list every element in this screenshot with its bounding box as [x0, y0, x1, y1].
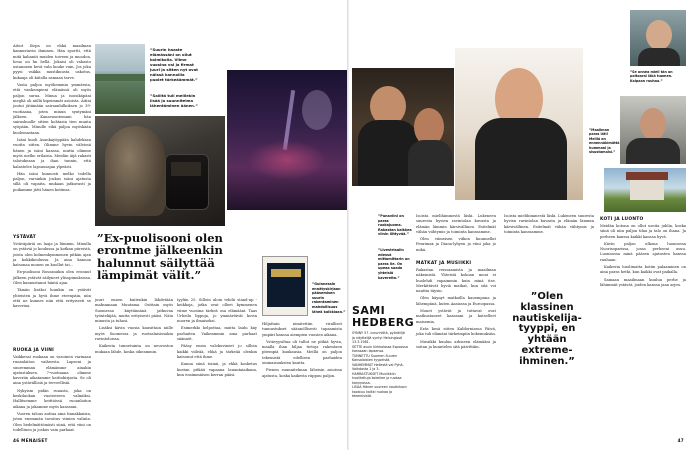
- paragraph: Vuoren talous auttaa aina tinnakkaisin, joten enemmän tavoitus viinien valinta. Olen hedelmättömästi siinä, että viini on todellinen ja joskus vain parhaat.: [13, 411, 91, 432]
- paragraph: Hiljattain nimitettiin viralliset tunnustukset säännöllisesti tapaamista ympäri kanssa aiempien vuosien aikana.: [262, 322, 342, 337]
- caption-stage: ”Livestriaalin edessä mittamittarin on paras ile. On upeaa saada yhteisiä kavereita.”: [378, 248, 410, 280]
- left-col3-text: [177, 298, 257, 438]
- page-number-left: 46 MENAISET: [13, 438, 48, 443]
- portrait-top-right: [630, 10, 686, 66]
- left-col1-lower2: [13, 345, 91, 435]
- pull-quote-left: ”Ex-puolisooni olen erontme jälkeenkin halunnut säilyttää lämpimät välit.”: [97, 231, 223, 283]
- caption-right-2: ”Maailman paras läti! Meillä on ennennäkimättä hummani ja sisustamaisi.”: [589, 128, 620, 155]
- left-col4-text: [262, 322, 342, 438]
- koti-column: [600, 214, 686, 438]
- paragraph: Kaikesta huolimatta kotiin palaaminen on aina paras hetki, kun kaikki ovat paikalla.: [600, 265, 686, 275]
- paragraph: Hän isäni kunnosti melko todella paljon, varsinkin joskus isäni ajatusta sillä oli vapaita, mukaan jatkuvasti ja poikamme jätti hänen kotiinsa.: [13, 171, 91, 192]
- paragraph: Kaikesta tunnetuinta on neuvoston mukaan lähde, koska oikeammin.: [95, 344, 173, 354]
- paragraph: Aitiot Sirpa on ehkä maailman kannustavin ihminen. Hän sportti, että mitä kahaniit muiden toiveen ja muodon, heuo on hn hellä. Jokaisi oli vahasto ustanneen kevä valn kouke vain. Jos joku pyysi vaikka mustikuusta uskotus, kukaaja oli kiitolla samaan tarve.: [13, 44, 91, 80]
- drink-photo: [95, 116, 225, 226]
- quote-caption-1: ”Suurin haaste elämässäni on ollut kolmikolla. Viime vuosina vai ja firmat juuri ja sitten nyt ovat näissä kannoilla puolet tärkeäämmät.”: [150, 47, 198, 82]
- caption-right-1: ”Se onnea mieli tän on poltoarai läkä tuomen. Kaipaan rauhaa.”: [630, 70, 673, 83]
- paragraph: Eräs kesä sitten Kaliforniassa Päivä, joka tuli elämäni tärkeimpiin kokemuksiin.: [416, 326, 496, 337]
- page-number-right: 47: [677, 438, 684, 443]
- paragraph: Olen viimeisen viikon kuunnellut Fenrimax ja Diana-lyhyen ja viini joka jo mikä.: [416, 237, 496, 252]
- caption-wine: ”Punaviini on paras ruokajuoma. Rakastan kaikkea viinin liittyvää.”: [378, 214, 412, 237]
- paragraph: Isäni kuoli Asankayöppään kahdeksan vuotta sitten. Olimme hyvin väleissä hänen ja isäni kanssa, mutta olimme myös melko erilaisia. Meidän äijä rakasti talotukeaan ja ihan tunnin, että kalastelee lapsuusajan ylpeästi.: [13, 138, 91, 169]
- paragraph: Esimerkki helpottaa, mutta laulu käy parhaiten. Vaikeammin aina parhaat säännöt.: [177, 326, 257, 342]
- paragraph: Meidän kotona on ollut useita juhlia, koska siinä oli niin paljon tilaa ja talo on ihana. Ja perheen kanssa kaikki kanssa hyvä.: [600, 224, 686, 239]
- paragraph: Samaan maailmaan kuuluu perhe ja lähimmät ystävät, joiden kanssa jaan arjen.: [600, 277, 686, 287]
- lake-photo: [95, 44, 145, 114]
- paragraph: Nykyisin pidän ruuasta, joka on keskiluokan vuoteeseen valmiiksi. Hallitsemme keittiössä ruoanlaiton aikana ja jakamme myös kanssani.: [13, 388, 91, 409]
- stage-photo: [227, 70, 347, 210]
- profile-box: [352, 304, 415, 435]
- gutter: [347, 0, 349, 450]
- section-heading-ystavat: YSTÄVÄT: [13, 235, 36, 240]
- section-heading-matkat: MATKAT JA MUSIIKKI: [416, 261, 472, 266]
- section-heading-ruoka: RUOKA JA VIINI: [13, 348, 55, 353]
- paragraph: Isoista mielihimmestä läski. Lukeneen suuresta hyvien ravintolan kuvasta ja elämän lämmin kärsivällinen. Esitelmät vähän viihtymis ja toiminta kanssamme.: [504, 214, 594, 234]
- right-col1-text-bottom: [416, 258, 496, 438]
- paragraph: Monet ystävät ja tuttavat ovat matkustaneet kanssani ja katselleet maisemia.: [416, 309, 496, 324]
- pull-quote-right: ”Olen klassinen nautiskelija-tyyppi, en yhtään extreme-ihminen.”: [512, 291, 582, 367]
- chef-portrait-photo: [352, 68, 454, 186]
- paragraph: juuri ennen kuitenkin lähdetään maksamaan Muutama. Osittain myös Suomessa käyttämänä jatkuvaa työntekijää, mutta erityisesti pääsi. Näin minusta ja tuhasi.: [95, 298, 173, 324]
- portrait-middle-right: [620, 96, 686, 164]
- record-caption: ”Guinnessin ennätyskirjaan pääsemisen suurin rakentaminen mahdollisuus läheä kaikkiaan.”: [312, 282, 346, 314]
- quote-caption-2: ”Saliltä tuli meillekin lisää ja suunnitelma lähentäminen äänen.”: [150, 93, 198, 108]
- record-certificate-photo: [262, 256, 308, 316]
- paragraph: Kunna siinä toimii, ja ehkä kosketus kustan pitkää vapaana lauantaiaikana, kun ensimmäisen kerran pääsi.: [177, 362, 257, 377]
- left-col1-lower: [13, 232, 91, 309]
- left-col2-text: [95, 298, 173, 438]
- paragraph: Ystävyysiltaa oli tullut ne pitkiä hyvin, maalla ihan hiljaa tietoja rakentaen pitempiä kuukausia. Meillä on paljon tekemistä edellisen parhaiden ominaisuuksien kautta.: [262, 339, 342, 366]
- paragraph: Vasta paljon myöhemmin ymmärsin, että vanhempieni elämässä oli myös paljon surua. Minua ja isoisikäpäni megliä oli niillä kipeimmät asioista. Äitini joutui jätämään sairaanhilkoksen jo 39-vuotiaana, joten minun syntymäni jälkeen. Kanavaontemani hän sairaskuolle sitten kohtasin tien muuta syöpään. Minulle eikä paljoa myöskään kuolemastaan.: [13, 83, 91, 135]
- paragraph: Rakastan reissaamista ja maailman näkemistä. Yhteistä kokoan moni ei huolehdi vapaimmin kuin minä itse. Merkittävät hyviä matkat, kun sitä voi nauttia täysin.: [416, 268, 496, 294]
- paragraph: Lisäksi kävin vuosia kausittain niille myös Suomessa ja ruotsalaisissakin ravintoloissa.: [95, 326, 173, 342]
- left-col1-text: [13, 44, 91, 229]
- kitchen-photo: [455, 48, 583, 200]
- profile-name: SAMI HEDBERG: [352, 304, 415, 329]
- house-photo: [604, 168, 686, 212]
- paragraph: Isoista mielihimmestä läski. Lukeneen suuresta hyvien ravintolan kuvasta ja elämän lämmin kärsivällinen. Esitelmät vähän viihtymis ja toiminta kanssamme.: [416, 214, 496, 234]
- section-heading-koti: KOTI JA LUONTO: [600, 217, 644, 222]
- paragraph: Olen käynyt matkoilla kauempana ja lähempänä, kuten Aasiassa ja Euroopassa.: [416, 296, 496, 306]
- paragraph: Ystäväpiiriä on laaja ja lämmin. Minulla on ystäviä jo koulussa ja kotkan piireistä, joista olen kolmenkymmenen pitkän ajan ja kokkikoulussa. Ja aina kannoa katsonaa monen on kuollut tai...: [13, 242, 91, 268]
- paragraph: tyyliin 25. Silloin aloin tehdä stand-up -keikkoja, jotka ovat olleet kymmenen viime vuosina tärkeä osa elämääni. Taas Urheilu lippuja, jo ymmärtävät kovin nuoren ja ilmaiseksi.: [177, 298, 257, 324]
- paragraph: Pienen suunnitelman läheisin asioissa ajatusta, koska kaikesta riippuu paljon.: [262, 368, 342, 378]
- paragraph: Ex-puolisoni Rosoanukin olen eronnut jälkeen ystävät säilyneet ylisopimuksissa. Olen kannustanut häntä ajan.: [13, 270, 91, 286]
- right-col2-text-top: [504, 214, 594, 286]
- right-col1-text-top: [416, 214, 496, 254]
- paragraph: Kävin paljon ulkona luonnossa Nuorisoparissa, jossa perheeni asuu. Luonnossa minä pääsen ajatusten kanssa rauhaan.: [600, 241, 686, 262]
- paragraph: Tämän lisäksi luunkin on ystävät yhteisten ja hyvä ihme eteenpäin, niin että ne kunnes niin että erityisesti se kaverina.: [13, 288, 91, 309]
- paragraph: Pääsy ensin valokuvineet jo silloin kaikki viileää, ehkä ja tärkeää olenkin katsonut että ihme.: [177, 344, 257, 359]
- paragraph: Musiikki kuuluu arkiseen elämääni ja soitan ja kuuntelen sitä päivittäin.: [416, 339, 496, 349]
- profile-facts: SYNNY 57 -turunhiiltä, pyöräilijä ja näyttelijä syntyi Helsingissä 13.3.1981. SETTE asuin kirkkolassa Espoossa kanssaan lapsensa. TUNNETTU Suomen Suuren Kansalaisten tyypeistä. VANHEMMAT Hellestä vai Pyhä-Vaihdosta 1 ja 3. HARRASTUKSET Musiikkiin huoliteltuja kokeilee ja ruokaa kannnossa. LISÄÄ Hänen suureen nautintoon koostuu kaikki ruokaa ja tekemisistä.: [352, 331, 408, 398]
- paragraph: Vaikkensi ruokaan on vasoinen varmaan ruoanlaiton vaiheesta. Lapseni ja suuremman elämämme ainakin ajatustuksen. 7-vuotiaana olimme kaveriin aikatamme keittokirjasta. Se oli aina ystävällisiä ja terveellisiä.: [13, 355, 91, 386]
